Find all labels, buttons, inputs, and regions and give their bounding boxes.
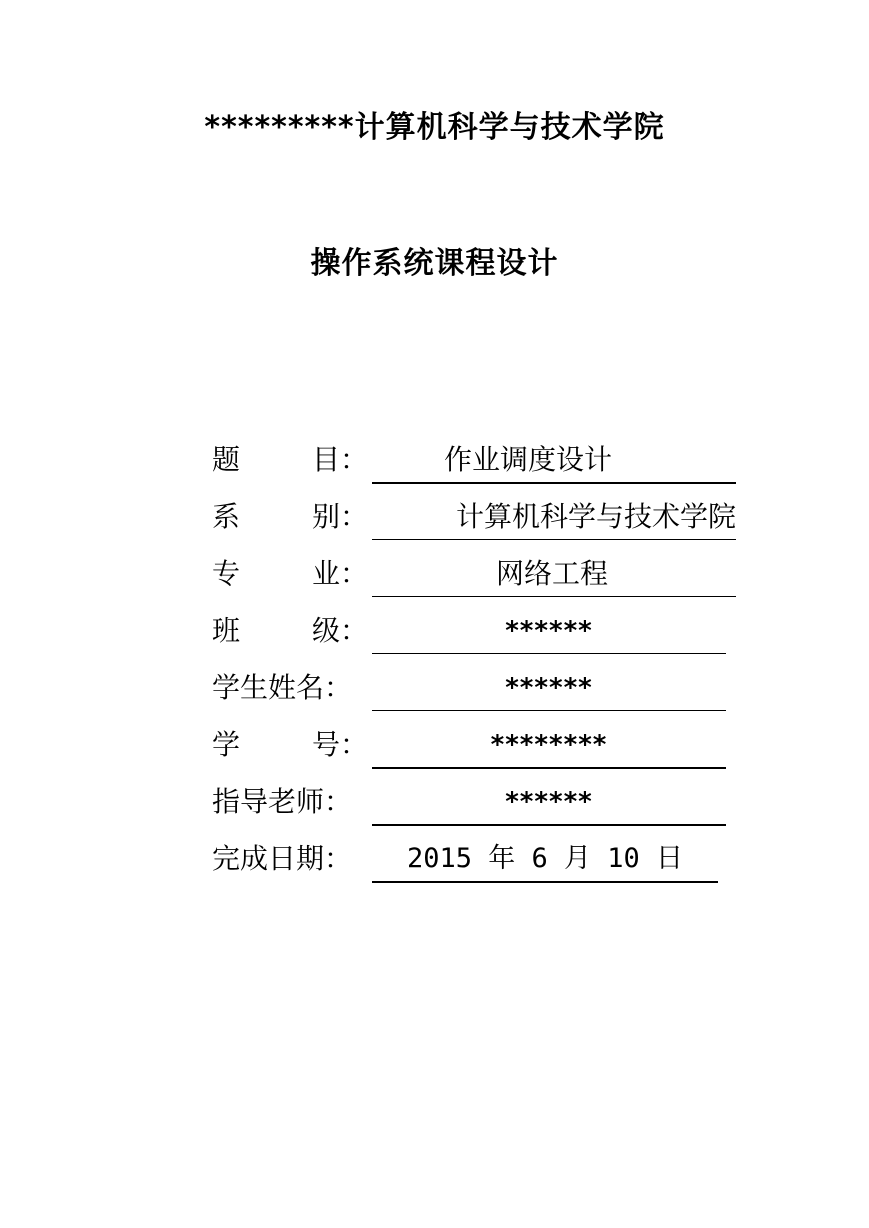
field-value-class-text: ******: [505, 616, 593, 646]
field-label-major: [212, 552, 370, 596]
field-label-department: [212, 495, 370, 539]
field-row-student-name: [212, 666, 772, 723]
field-value-student-name-text: ******: [505, 673, 593, 703]
field-row-major: [212, 552, 772, 609]
info-table: [212, 438, 772, 894]
field-row-completion-date: [212, 837, 772, 894]
field-label-major-char1: 专: [212, 557, 241, 590]
field-value-topic-text: 作业调度设计: [443, 443, 612, 476]
field-value-major: [372, 552, 736, 597]
field-label-student-id-char1: 学: [212, 728, 241, 761]
field-label-department-char2: 别：: [312, 500, 369, 533]
field-row-advisor: [212, 780, 772, 837]
field-label-major-char2: 业：: [312, 557, 369, 590]
field-value-major-text: 网络工程: [495, 557, 608, 590]
field-value-student-name: [372, 666, 726, 711]
field-label-class-char1: 班: [212, 614, 241, 647]
field-label-advisor: 指导老师：: [212, 785, 353, 818]
field-row-class: [212, 609, 772, 666]
field-value-department: [372, 495, 736, 540]
field-value-completion-date: [372, 837, 718, 883]
field-label-topic-char2: 目：: [312, 443, 369, 476]
school-heading: *********计算机科学与技术学院: [204, 110, 665, 145]
field-value-student-id: [372, 723, 726, 769]
field-label-student-id-char2: 号：: [312, 728, 369, 761]
field-label-topic: [212, 438, 370, 482]
field-label-student-name: 学生姓名：: [212, 671, 353, 704]
field-value-student-id-text: ********: [490, 730, 608, 760]
field-row-department: [212, 495, 772, 552]
field-label-department-char1: 系: [212, 500, 241, 533]
field-value-department-text: 计算机科学与技术学院: [455, 500, 736, 533]
field-label-topic-char1: 题: [212, 443, 241, 476]
field-value-advisor: [372, 780, 726, 826]
field-value-advisor-text: ******: [505, 787, 593, 817]
field-row-topic: [212, 438, 772, 495]
field-row-student-id: [212, 723, 772, 780]
course-title: 操作系统课程设计: [310, 246, 559, 281]
field-label-completion-date: 完成日期：: [212, 842, 353, 875]
field-label-student-id: [212, 723, 370, 767]
field-value-class: [372, 609, 726, 654]
field-label-class: [212, 609, 370, 653]
field-value-topic: [372, 438, 736, 484]
field-label-class-char2: 级：: [312, 614, 369, 647]
field-value-completion-date-text: 2015 年 6 月 10 日: [406, 843, 684, 874]
